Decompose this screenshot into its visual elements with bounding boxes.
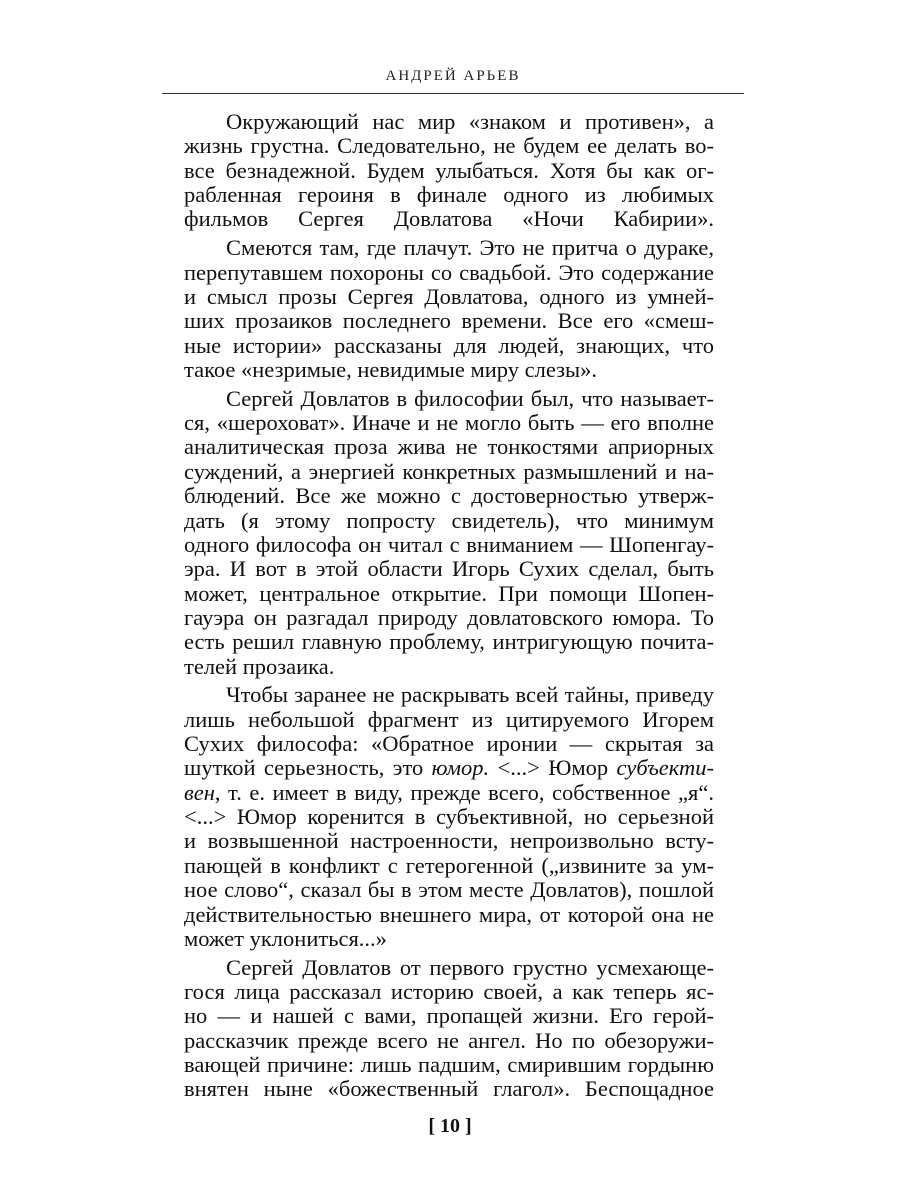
text-line: Сергей Довлатов в философии был, что называет-: [226, 385, 714, 411]
text-line: лишь небольшой фрагмент из цитируемого Игорем: [184, 706, 714, 732]
text-line: ные истории» рассказаны для людей, знающих, что: [184, 332, 714, 358]
text-line: аналитическая проза жива не тонкостями априорных: [184, 434, 714, 460]
paragraph-4: [184, 683, 714, 951]
text-line: эра. И вот в этой области Игорь Сухих сделал, быть: [184, 556, 714, 582]
italic-term-subjective-cont: вен: [184, 779, 215, 805]
text-line: телей прозаика.: [184, 653, 335, 679]
text-line: жизнь грустна. Следовательно, не будем ее делать во-: [184, 133, 714, 159]
text-line: фильмов Сергея Довлатова «Ночи Кабирии».: [184, 206, 714, 232]
paragraph-2: [184, 236, 714, 382]
text-line: ное слово“, сказал бы в этом месте Довлатов), пошлой: [184, 877, 714, 903]
text-line: дать (я этому попросту свидетель), что минимум: [184, 507, 714, 533]
paragraph-3: [184, 387, 714, 679]
text-line: пающей в конфликт с гетерогенной („извините за ум-: [184, 852, 714, 878]
text-run: , т. е. имеет в виду, прежде всего, собственное „я“.: [214, 779, 714, 805]
text-line: рассказчик прежде всего не ангел. Но по обезоружи-: [184, 1027, 714, 1053]
text-line: гауэра он разгадал природу довлатовского юмора. То: [184, 604, 714, 630]
text-line: ших прозаиков последнего времени. Все его «смеш-: [184, 308, 714, 334]
text-line: действительностью внешнего мира, от которой она не: [184, 901, 714, 927]
text-line: есть решил главную проблему, интригующую почита-: [184, 629, 714, 655]
page-number: [ 10 ]: [428, 1115, 472, 1137]
text-run: <...> Юмор: [489, 755, 617, 781]
text-run: шуткой серьезность, это: [184, 755, 432, 781]
text-line: Чтобы заранее не раскрывать всей тайны, приведу: [226, 682, 714, 708]
text-line: Окружающий нас мир «знаком и противен», а: [226, 109, 714, 134]
text-line: может, центральное открытие. При помощи Шопен-: [184, 580, 714, 606]
text-line: такое «незримые, невидимые миру слезы».: [184, 356, 597, 382]
text-line: <...> Юмор коренится в субъективной, но серьезной: [184, 804, 714, 830]
text-line: вающей причине: лишь падшим, смирившим гордыню: [184, 1052, 714, 1078]
text-line: [184, 781, 714, 805]
body-text: [184, 110, 714, 1102]
text-line: [184, 756, 714, 780]
text-line: может уклониться...»: [184, 925, 387, 951]
text-line: Сергей Довлатов от первого грустно усмехающе-: [226, 954, 714, 980]
text-line: гося лица рассказал историю своей, а как теперь яс-: [184, 979, 714, 1005]
text-line: Сухих философа: «Обратное иронии — скрытая за: [184, 731, 714, 757]
italic-term-humor: юмор.: [431, 755, 490, 781]
text-line: и возвышенной настроенности, непроизвольно всту-: [184, 828, 714, 854]
running-head-author: АНДРЕЙ АРЬЕВ: [385, 68, 521, 84]
text-line: одного философа он читал с вниманием — Шопенгау-: [184, 531, 714, 557]
italic-term-subjective: субъекти-: [616, 755, 714, 781]
text-line: внятен ныне «божественный глагол». Беспощадное: [184, 1076, 714, 1102]
text-line: Смеются там, где плачут. Это не притча о дураке,: [226, 235, 714, 261]
paragraph-5: [184, 956, 714, 1102]
header-rule: [162, 93, 744, 94]
paragraph-1: [184, 110, 714, 232]
text-line: суждений, а энергией конкретных размышлений и на-: [184, 458, 714, 484]
text-line: и смысл прозы Сергея Довлатова, одного из умней-: [184, 283, 714, 309]
text-line: все безнадежной. Будем улыбаться. Хотя бы как ог-: [184, 157, 714, 183]
text-line: рабленная героиня в финале одного из любимых: [184, 182, 714, 208]
text-line: блюдений. Все же можно с достоверностью утверж-: [184, 483, 714, 509]
text-line: перепутавшем похороны со свадьбой. Это содержание: [184, 259, 714, 285]
text-line: ся, «шероховат». Иначе и не могло быть — его вполне: [184, 410, 714, 436]
text-line: но — и нашей с вами, пропащей жизни. Его герой-: [184, 1003, 714, 1029]
